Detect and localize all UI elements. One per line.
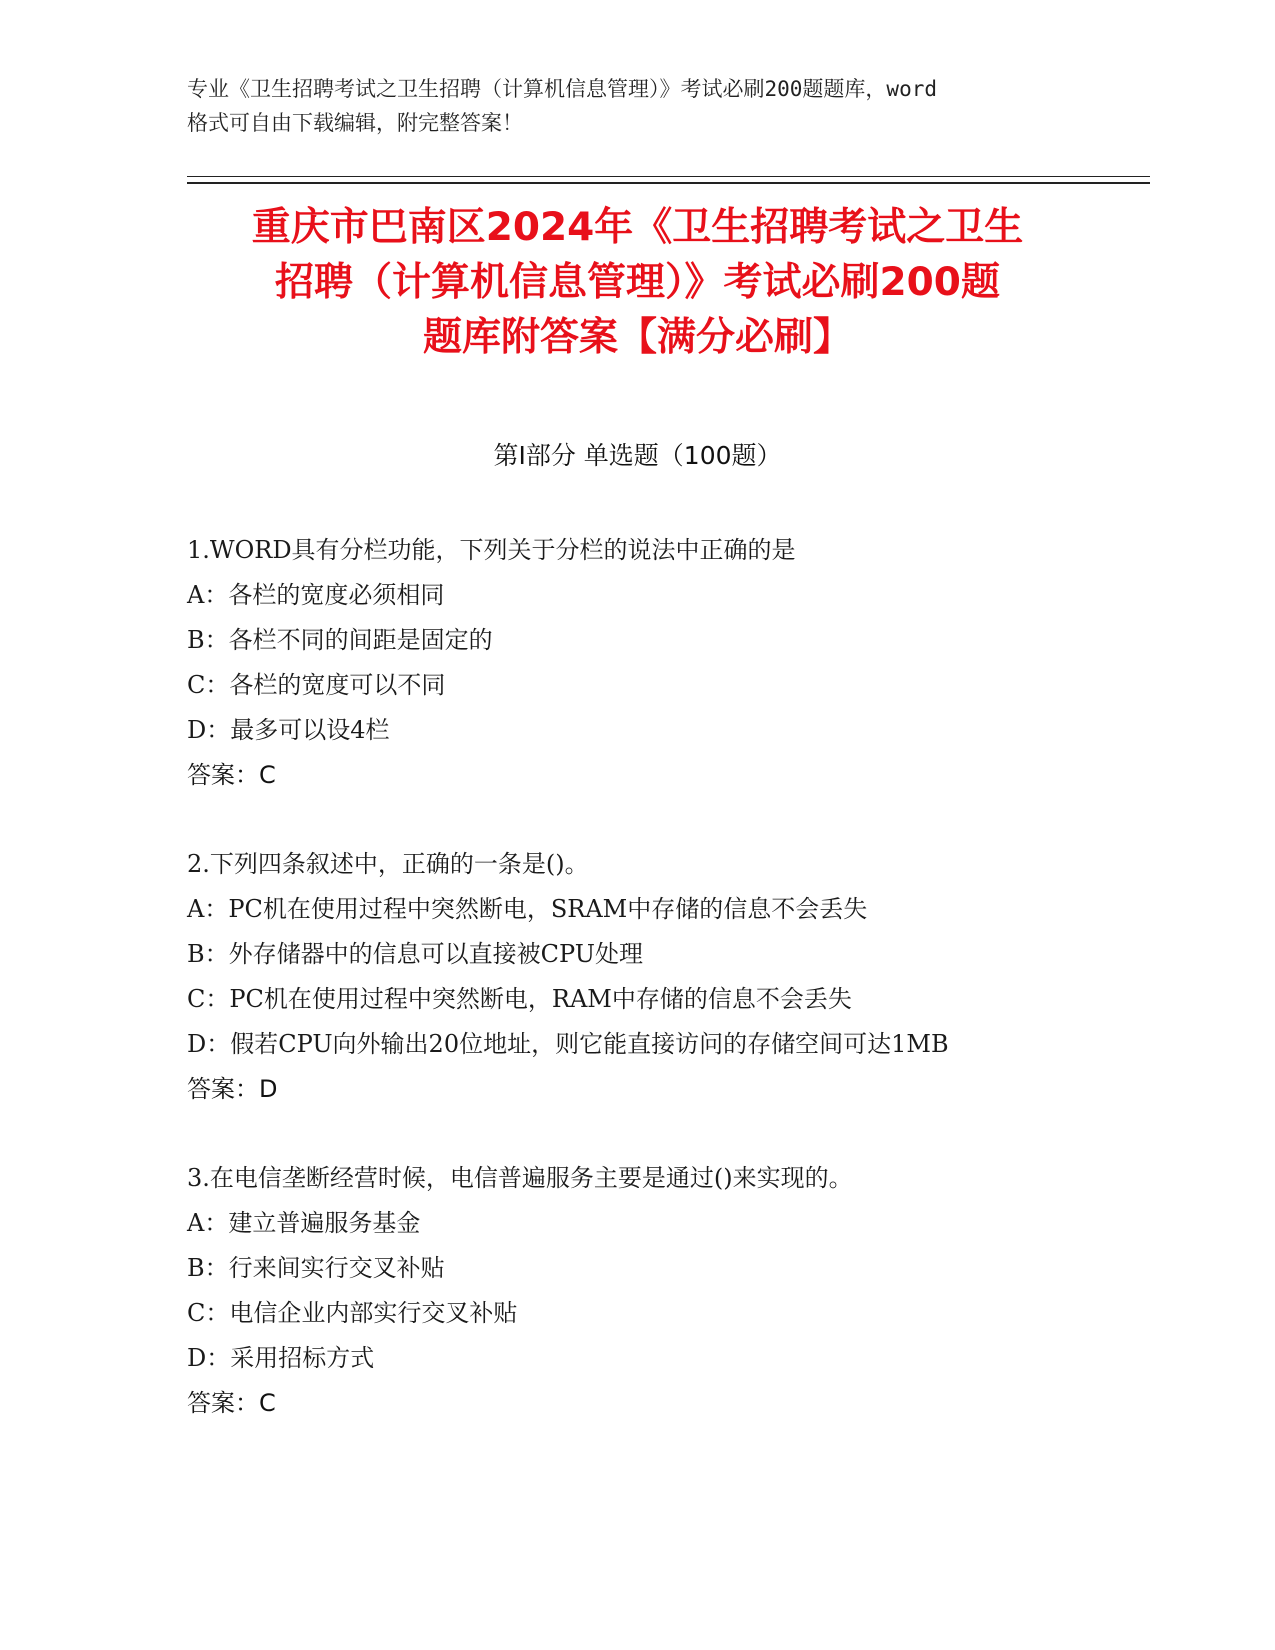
question-stem: 2.下列四条叙述中，正确的一条是()。 [187, 850, 589, 878]
option-d: D：假若CPU向外输出20位地址，则它能直接访问的存储空间可达1MB [187, 1030, 949, 1058]
question-stem: 1.WORD具有分栏功能，下列关于分栏的说法中正确的是 [187, 536, 796, 564]
document-title-line-3: 题库附答案【满分必刷】 [422, 315, 852, 360]
answer-key: 答案：C [187, 1389, 276, 1417]
document-title-line-1: 重庆市巴南区2024年《卫生招聘考试之卫生 [251, 205, 1024, 250]
header-divider-thick [187, 182, 1150, 184]
question-2 [187, 842, 1117, 1112]
question-list [187, 528, 1117, 1470]
option-b: B：行来间实行交叉补贴 [187, 1254, 445, 1282]
option-a: A：各栏的宽度必须相同 [187, 581, 445, 609]
option-a: A：建立普遍服务基金 [187, 1209, 421, 1237]
header-note-line-2: 格式可自由下载编辑，附完整答案！ [187, 111, 523, 135]
option-d: D：采用招标方式 [187, 1344, 375, 1372]
header-note-line-1: 专业《卫生招聘考试之卫生招聘（计算机信息管理）》考试必刷200题题库，word [187, 77, 937, 101]
document-title [150, 200, 1125, 365]
option-c: C：电信企业内部实行交叉补贴 [187, 1299, 518, 1327]
option-b: B：外存储器中的信息可以直接被CPU处理 [187, 940, 643, 968]
answer-key: 答案：C [187, 761, 276, 789]
section-heading: 第Ⅰ部分 单选题（100题） [493, 441, 782, 470]
option-b: B：各栏不同的间距是固定的 [187, 626, 493, 654]
header-divider-thin [187, 176, 1150, 177]
question-stem: 3.在电信垄断经营时候，电信普遍服务主要是通过()来实现的。 [187, 1164, 853, 1192]
header-note [187, 72, 1087, 140]
question-3 [187, 1156, 1117, 1426]
answer-key: 答案：D [187, 1075, 278, 1103]
option-a: A：PC机在使用过程中突然断电，SRAM中存储的信息不会丢失 [187, 895, 868, 923]
document-title-line-2: 招聘（计算机信息管理）》考试必刷200题 [275, 260, 1000, 305]
option-d: D：最多可以设4栏 [187, 716, 390, 744]
option-c: C：各栏的宽度可以不同 [187, 671, 446, 699]
question-1 [187, 528, 1117, 798]
option-c: C：PC机在使用过程中突然断电，RAM中存储的信息不会丢失 [187, 985, 852, 1013]
